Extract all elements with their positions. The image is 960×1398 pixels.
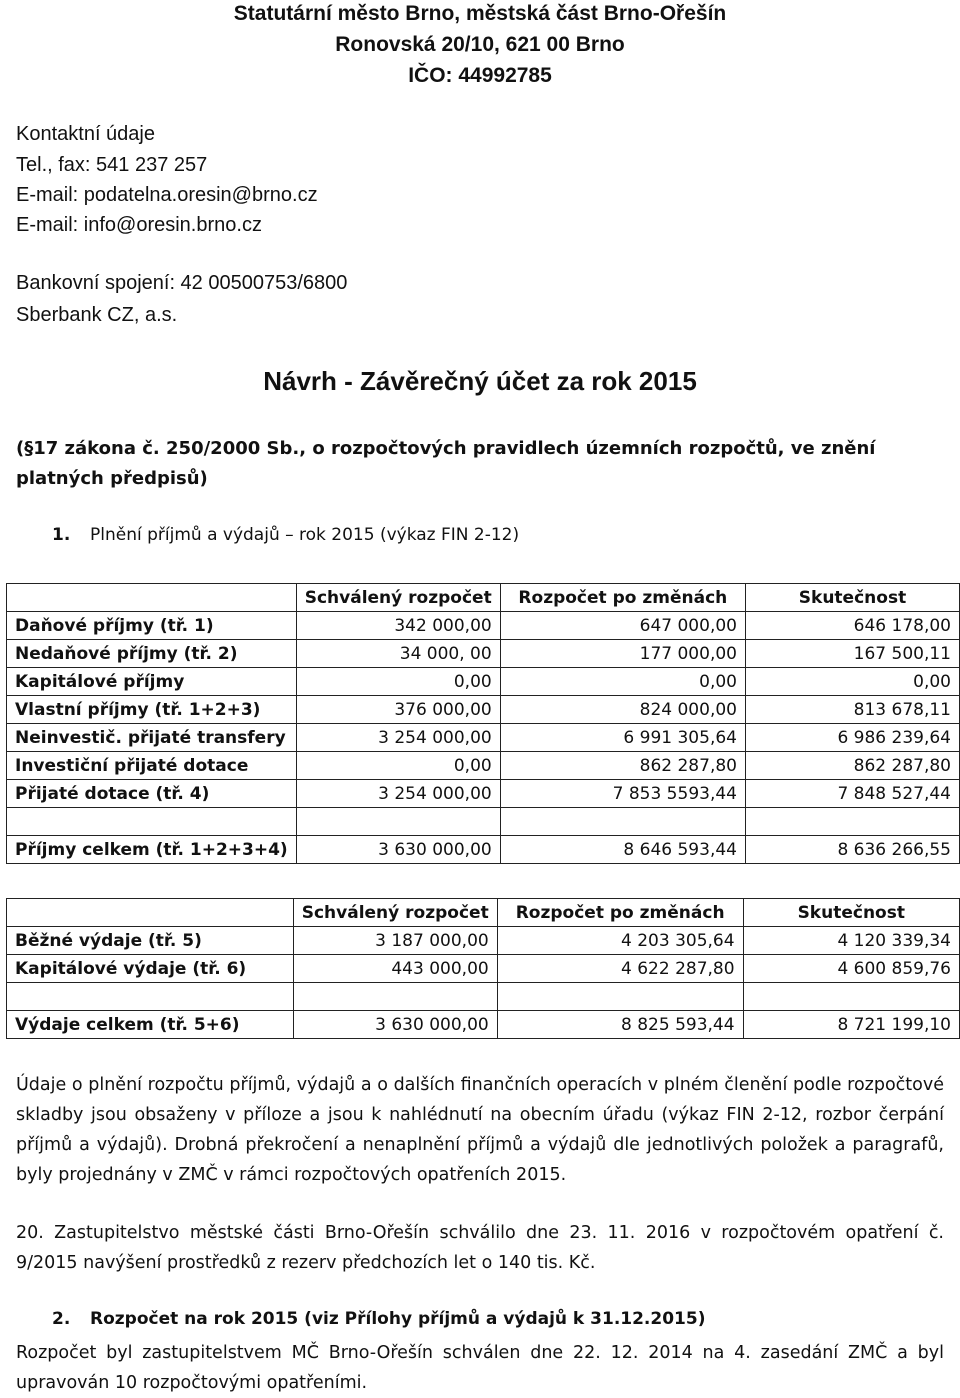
paragraph-budget-details: Údaje o plnění rozpočtu příjmů, výdajů a o dalších finančních operacích v plném členění podle rozpočtové skladby jsou obsaženy v příloze a jsou k nahlédnutí na obecním úřadu (výkaz FIN 2-12, rozbor čerpání příjmů a výdajů). Drobná překročení a nenaplnění příjmů a výdajů dle jednotlivých položek a paragrafů, byly projednány v ZMČ v rámci rozpočtových opatřeních 2015.: [16, 1075, 944, 1185]
row-label: Kapitálové příjmy: [7, 668, 297, 696]
bank-account: Bankovní spojení: 42 00500753/6800: [16, 272, 348, 294]
cell-approved: 443 000,00: [293, 955, 497, 983]
expense-table: [6, 898, 960, 1039]
contact-phone: Tel., fax: 541 237 257: [16, 154, 208, 176]
cell-actual: 4 600 859,76: [743, 955, 959, 983]
income-total-actual: 8 636 266,55: [745, 836, 959, 864]
cell-approved: 3 254 000,00: [296, 780, 500, 808]
expense-header-empty: [7, 899, 294, 927]
income-total-label: Příjmy celkem (tř. 1+2+3+4): [7, 836, 297, 864]
contact-email-2: E-mail: info@oresin.brno.cz: [16, 214, 262, 236]
section-1-heading: Plnění příjmů a výdajů – rok 2015 (výkaz FIN 2-12): [90, 525, 520, 545]
row-label: Přijaté dotace (tř. 4): [7, 780, 297, 808]
spacer-cell: [296, 808, 500, 836]
header-address: Ronovská 20/10, 621 00 Brno: [335, 33, 625, 56]
section-1-number: 1.: [52, 525, 71, 545]
table-spacer-row: [7, 983, 960, 1011]
cell-approved: 342 000,00: [296, 612, 500, 640]
header-municipality: Statutární město Brno, městská část Brno-Ořešín: [233, 2, 727, 25]
expense-total-approved: 3 630 000,00: [293, 1011, 497, 1039]
expense-col-approved: Schválený rozpočet: [293, 899, 497, 927]
page-title: Návrh - Závěrečný účet za rok 2015: [263, 366, 697, 396]
cell-actual: 4 120 339,34: [743, 927, 959, 955]
section-2-number: 2.: [52, 1309, 71, 1329]
cell-actual: 7 848 527,44: [745, 780, 959, 808]
spacer-cell: [7, 983, 294, 1011]
expense-header-row: [7, 899, 960, 927]
income-table: [6, 583, 960, 864]
cell-amended: 177 000,00: [500, 640, 745, 668]
row-label: Běžné výdaje (tř. 5): [7, 927, 294, 955]
cell-approved: 34 000, 00: [296, 640, 500, 668]
spacer-cell: [7, 808, 297, 836]
expense-total-actual: 8 721 199,10: [743, 1011, 959, 1039]
cell-approved: 0,00: [296, 668, 500, 696]
table-row: [7, 927, 960, 955]
cell-approved: 3 187 000,00: [293, 927, 497, 955]
table-spacer-row: [7, 808, 960, 836]
expense-total-row: [7, 1011, 960, 1039]
cell-amended: 4 622 287,80: [497, 955, 743, 983]
cell-amended: 824 000,00: [500, 696, 745, 724]
income-col-actual: Skutečnost: [745, 584, 959, 612]
row-label: Investiční přijaté dotace: [7, 752, 297, 780]
row-label: Daňové příjmy (tř. 1): [7, 612, 297, 640]
table-row: [7, 780, 960, 808]
income-col-amended: Rozpočet po změnách: [500, 584, 745, 612]
table-row: [7, 955, 960, 983]
cell-approved: 376 000,00: [296, 696, 500, 724]
row-label: Neinvestič. přijaté transfery: [7, 724, 297, 752]
contact-heading: Kontaktní údaje: [16, 123, 155, 145]
spacer-cell: [293, 983, 497, 1011]
cell-actual: 0,00: [745, 668, 959, 696]
cell-amended: 647 000,00: [500, 612, 745, 640]
paragraph-budget-measure: 20. Zastupitelstvo městské části Brno-Ořešín schválilo dne 23. 11. 2016 v rozpočtovém opatření č. 9/2015 navýšení prostředků z rezerv předchozích let o 140 tis. Kč.: [16, 1223, 944, 1273]
cell-amended: 4 203 305,64: [497, 927, 743, 955]
law-reference: (§17 zákona č. 250/2000 Sb., o rozpočtových pravidlech územních rozpočtů, ve znění platných předpisů): [16, 438, 876, 489]
income-header-row: [7, 584, 960, 612]
cell-amended: 7 853 5593,44: [500, 780, 745, 808]
income-total-approved: 3 630 000,00: [296, 836, 500, 864]
cell-actual: 813 678,11: [745, 696, 959, 724]
expense-col-amended: Rozpočet po změnách: [497, 899, 743, 927]
bank-name: Sberbank CZ, a.s.: [16, 304, 178, 326]
income-col-approved: Schválený rozpočet: [296, 584, 500, 612]
table-row: [7, 668, 960, 696]
expense-col-actual: Skutečnost: [743, 899, 959, 927]
row-label: Kapitálové výdaje (tř. 6): [7, 955, 294, 983]
cell-actual: 862 287,80: [745, 752, 959, 780]
cell-actual: 6 986 239,64: [745, 724, 959, 752]
cell-approved: 0,00: [296, 752, 500, 780]
cell-amended: 862 287,80: [500, 752, 745, 780]
spacer-cell: [745, 808, 959, 836]
table-row: [7, 612, 960, 640]
contact-email-1: E-mail: podatelna.oresin@brno.cz: [16, 184, 318, 206]
expense-total-label: Výdaje celkem (tř. 5+6): [7, 1011, 294, 1039]
spacer-cell: [743, 983, 959, 1011]
cell-amended: 0,00: [500, 668, 745, 696]
cell-approved: 3 254 000,00: [296, 724, 500, 752]
income-header-empty: [7, 584, 297, 612]
expense-total-amended: 8 825 593,44: [497, 1011, 743, 1039]
row-label: Nedaňové příjmy (tř. 2): [7, 640, 297, 668]
income-total-amended: 8 646 593,44: [500, 836, 745, 864]
section-2-heading: Rozpočet na rok 2015 (viz Přílohy příjmů a výdajů k 31.12.2015): [90, 1309, 706, 1329]
row-label: Vlastní příjmy (tř. 1+2+3): [7, 696, 297, 724]
cell-actual: 167 500,11: [745, 640, 959, 668]
cell-actual: 646 178,00: [745, 612, 959, 640]
table-row: [7, 640, 960, 668]
table-row: [7, 724, 960, 752]
cell-amended: 6 991 305,64: [500, 724, 745, 752]
table-row: [7, 696, 960, 724]
spacer-cell: [500, 808, 745, 836]
paragraph-budget-approval: Rozpočet byl zastupitelstvem MČ Brno-Ořešín schválen dne 22. 12. 2014 na 4. zasedání ZMČ a byl upravován 10 rozpočtovými opatřeními.: [16, 1343, 944, 1393]
spacer-cell: [497, 983, 743, 1011]
income-total-row: [7, 836, 960, 864]
header-ico: IČO: 44992785: [408, 64, 552, 87]
table-row: [7, 752, 960, 780]
